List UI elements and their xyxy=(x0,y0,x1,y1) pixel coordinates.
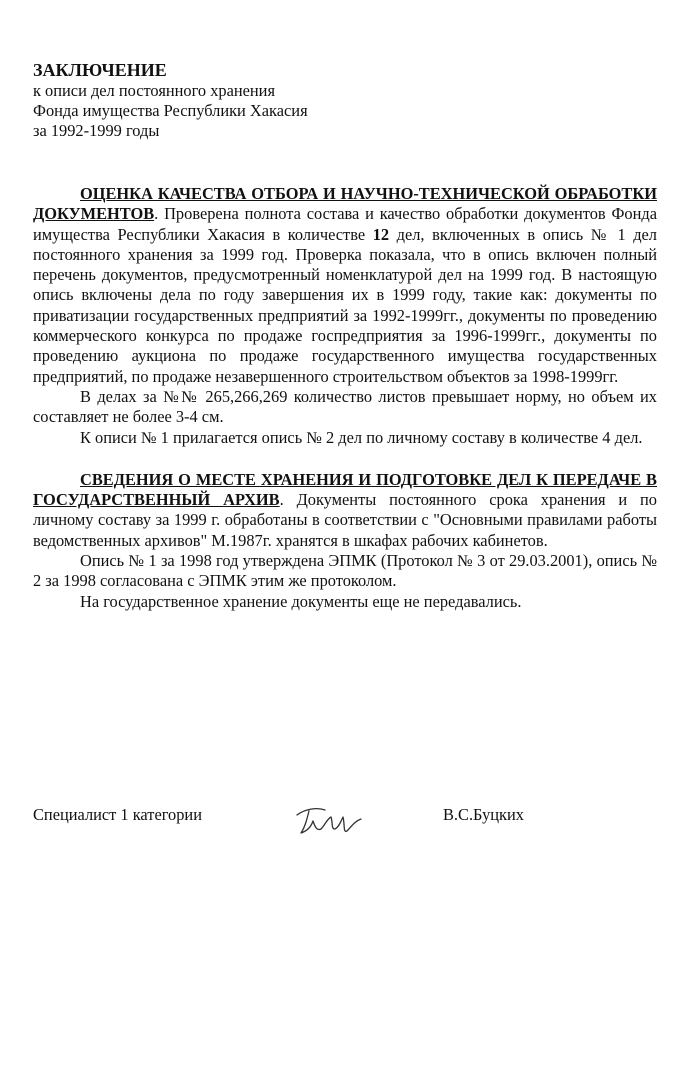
section-2-paragraph-1 xyxy=(33,470,657,551)
section-1-paragraph-3: К описи № 1 прилагается опись № 2 дел по личному составу в количестве 4 дел. xyxy=(80,427,643,447)
section-1-text-a: . Проверена полнота состава и качество обработки документов Фонда имущества Республики Хакасия в количестве xyxy=(33,204,657,244)
signatory-role: Специалист 1 категории xyxy=(33,805,202,824)
section-2-heading: СВЕДЕНИЯ О МЕСТЕ ХРАНЕНИЯ И ПОДГОТОВКЕ ДЕЛ К ПЕРЕДАЧЕ В ГОСУДАРСТВЕННЫЙ АРХИВ xyxy=(33,469,657,510)
section-2-paragraph-3: На государственное хранение документы еще не передавались. xyxy=(80,591,522,611)
header-line-3: за 1992-1999 годы xyxy=(33,121,160,140)
header-line-1: к описи дел постоянного хранения xyxy=(33,81,275,100)
section-2-text: . Документы постоянного срока хранения и по личному составу за 1999 г. обработаны в соответствии с "Основными правилами работы ведомственных архивов" М.1987г. хранятся в шкафах рабочих кабинетов. xyxy=(33,490,657,550)
document-header xyxy=(33,60,308,141)
section-1-count: 12 xyxy=(372,224,390,244)
document-body xyxy=(33,184,657,612)
signatory-name: В.С.Буцких xyxy=(443,805,524,824)
section-2-paragraph-2: Опись № 1 за 1998 год утверждена ЭПМК (Протокол № 3 от 29.03.2001), опись № 2 за 1998 согласована с ЭПМК этим же протоколом. xyxy=(33,551,657,591)
section-gap xyxy=(33,448,657,470)
handwritten-signature xyxy=(291,801,371,841)
section-1-text-b: дел, включенных в опись № 1 дел постоянного хранения за 1999 год. Проверка показала, что в опись включен полный перечень документов, предусмотренный номенклатурой дел на 1999 год. В настоящую опись включены дела по году завершения их в 1999 году, такие как: документы по приватизации государственных предприятий за 1992-1999гг., документы по проведению коммерческого конкурса по продаже госпредприятия за 1996-1999гг., документы по проведению аукциона по продаже государственного имущества государственных предприятий, по продаже незавершенного строительством объектов за 1998-1999гг. xyxy=(33,224,657,386)
signature-row xyxy=(33,801,653,841)
header-line-2: Фонда имущества Республики Хакасия xyxy=(33,101,308,120)
section-1-paragraph-1 xyxy=(33,184,657,387)
document-title: ЗАКЛЮЧЕНИЕ xyxy=(33,60,167,80)
section-1-heading: ОЦЕНКА КАЧЕСТВА ОТБОРА И НАУЧНО-ТЕХНИЧЕСКОЙ ОБРАБОТКИ ДОКУМЕНТОВ xyxy=(33,184,657,224)
section-1-paragraph-2: В делах за №№ 265,266,269 количество листов превышает норму, но объем их составляет не более 3-4 см. xyxy=(33,386,657,427)
